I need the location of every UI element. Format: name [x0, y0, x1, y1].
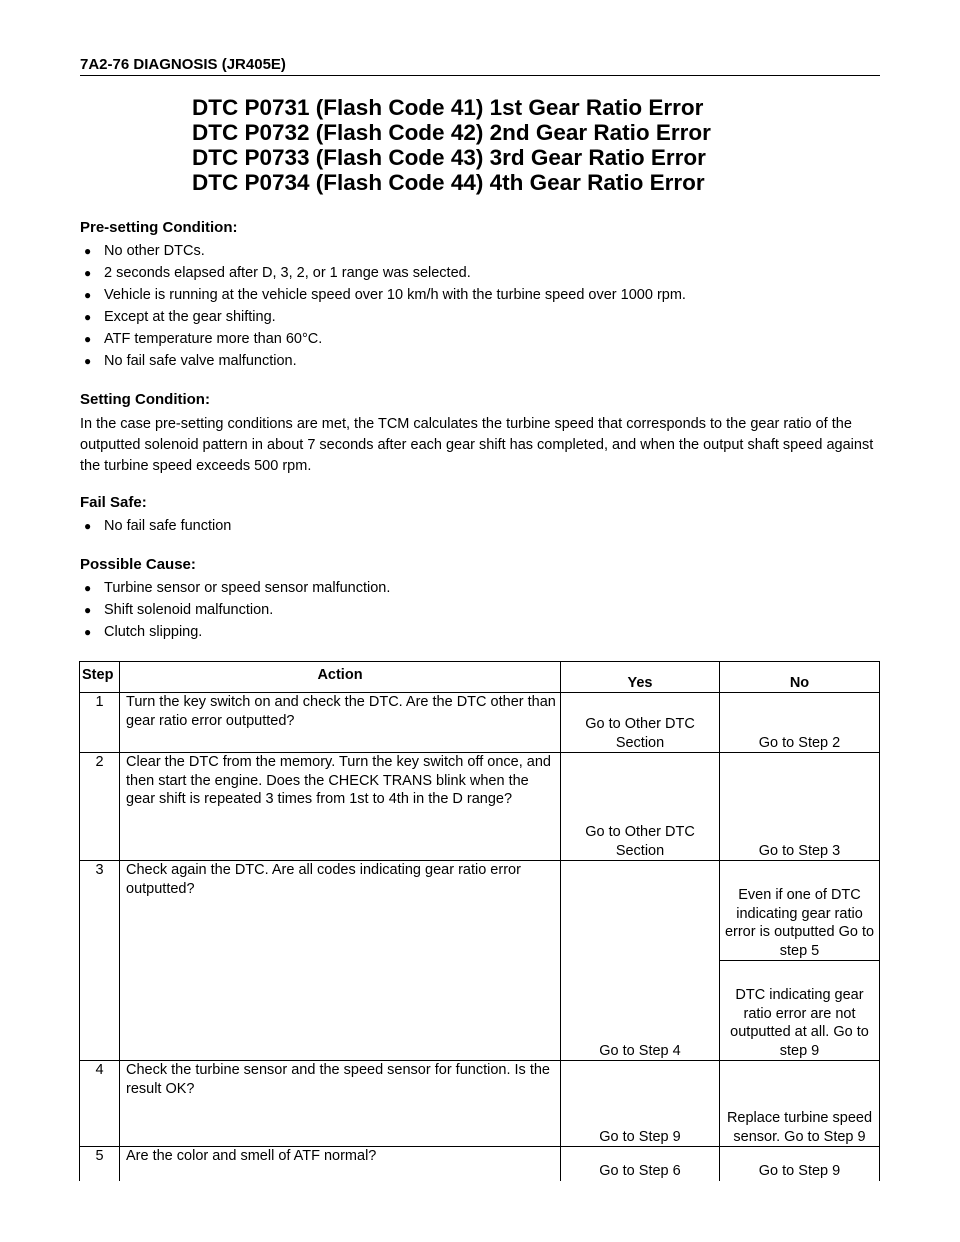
step-no-option-a: Even if one of DTC indicating gear ratio error is outputted Go to step 5	[720, 861, 880, 961]
table-row	[80, 693, 880, 753]
step-no: Go to Step 3	[720, 753, 880, 861]
step-yes: Go to Other DTC Section	[561, 753, 720, 861]
col-header-step: Step	[80, 662, 120, 693]
table-row	[80, 861, 880, 961]
table-header-row	[80, 662, 880, 693]
list-item: ● 2 seconds elapsed after D, 3, 2, or 1 range was selected.	[80, 262, 686, 284]
bullet-icon: ●	[84, 603, 92, 617]
table-row	[80, 753, 880, 861]
step-action: Turn the key switch on and check the DTC. Are the DTC other than gear ratio error outputted?	[120, 693, 561, 753]
step-number: 4	[80, 1061, 120, 1147]
step-no: Replace turbine speed sensor. Go to Step 9	[720, 1061, 880, 1147]
presetting-list	[80, 240, 686, 372]
step-number: 2	[80, 753, 120, 861]
cause-list	[80, 577, 390, 643]
list-item: ● Clutch slipping.	[80, 621, 390, 643]
title-p0731: DTC P0731 (Flash Code 41) 1st Gear Ratio Error	[192, 95, 704, 120]
list-item: ● Except at the gear shifting.	[80, 306, 686, 328]
col-header-no: No	[720, 662, 880, 693]
step-yes: Go to Step 4	[561, 861, 720, 1061]
step-number: 5	[80, 1147, 120, 1181]
list-item: ● Shift solenoid malfunction.	[80, 599, 390, 621]
step-number: 1	[80, 693, 120, 753]
list-item: ● Turbine sensor or speed sensor malfunction.	[80, 577, 390, 599]
step-yes: Go to Step 6	[561, 1147, 720, 1181]
bullet-icon: ●	[84, 581, 92, 595]
failsafe-list	[80, 515, 231, 537]
list-item: ● No fail safe valve malfunction.	[80, 350, 686, 372]
bullet-icon: ●	[84, 288, 92, 302]
step-action: Are the color and smell of ATF normal?	[120, 1147, 561, 1181]
bullet-icon: ●	[84, 266, 92, 280]
step-no: Go to Step 9	[720, 1147, 880, 1181]
bullet-icon: ●	[84, 354, 92, 368]
list-item: ● No other DTCs.	[80, 240, 686, 262]
failsafe-heading: Fail Safe:	[80, 494, 147, 511]
presetting-heading: Pre-setting Condition:	[80, 219, 238, 236]
diagnostic-steps-table	[79, 661, 880, 1181]
step-action: Check the turbine sensor and the speed sensor for function. Is the result OK?	[120, 1061, 561, 1147]
list-item: ● Vehicle is running at the vehicle speed over 10 km/h with the turbine speed over 1000 rpm.	[80, 284, 686, 306]
step-action: Check again the DTC. Are all codes indicating gear ratio error outputted?	[120, 861, 561, 1061]
cause-heading: Possible Cause:	[80, 556, 196, 573]
list-item: ● ATF temperature more than 60°C.	[80, 328, 686, 350]
setting-heading: Setting Condition:	[80, 391, 210, 408]
list-item: ● No fail safe function	[80, 515, 231, 537]
bullet-icon: ●	[84, 519, 92, 533]
step-number: 3	[80, 861, 120, 1061]
col-header-yes: Yes	[561, 662, 720, 693]
bullet-icon: ●	[84, 332, 92, 346]
step-no: Go to Step 2	[720, 693, 880, 753]
step-action: Clear the DTC from the memory. Turn the key switch off once, and then start the engine. Does the CHECK TRANS blink when the gear shift is repeated 3 times from 1st to 4th in the D range?	[120, 753, 561, 861]
bullet-icon: ●	[84, 310, 92, 324]
col-header-action: Action	[120, 662, 561, 693]
dtc-titles	[192, 95, 711, 195]
step-no-option-b: DTC indicating gear ratio error are not outputted at all. Go to step 9	[720, 961, 880, 1061]
table-row	[80, 1061, 880, 1147]
setting-text: In the case pre-setting conditions are met, the TCM calculates the turbine speed that corresponds to the gear ratio of the outputted solenoid pattern in about 7 seconds after each gear shift has completed, and when the output shaft speed against the turbine speed exceeds 500 rpm.	[80, 416, 874, 474]
table-row	[80, 1147, 880, 1181]
title-p0732: DTC P0732 (Flash Code 42) 2nd Gear Ratio Error	[192, 120, 711, 145]
step-yes: Go to Step 9	[561, 1061, 720, 1147]
bullet-icon: ●	[84, 625, 92, 639]
page-header: 7A2-76 DIAGNOSIS (JR405E)	[80, 56, 880, 76]
bullet-icon: ●	[84, 244, 92, 258]
title-p0734: DTC P0734 (Flash Code 44) 4th Gear Ratio Error	[192, 170, 705, 195]
step-yes: Go to Other DTC Section	[561, 693, 720, 753]
title-p0733: DTC P0733 (Flash Code 43) 3rd Gear Ratio Error	[192, 145, 706, 170]
